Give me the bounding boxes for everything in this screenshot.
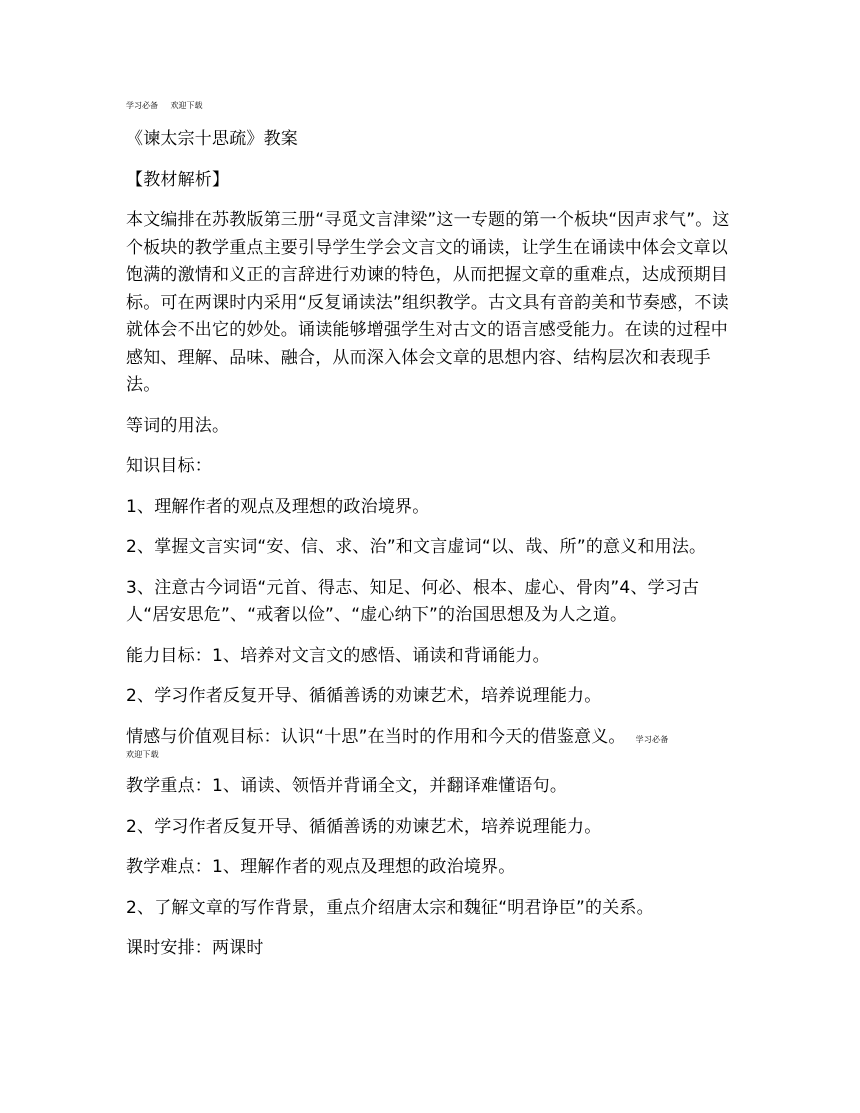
difficulty-1: 教学难点：1、理解作者的观点及理想的政治境界。 (126, 857, 516, 877)
difficulty-2: 2、了解文章的写作背景，重点介绍唐太宗和魏征“明君诤臣”的关系。 (126, 897, 654, 918)
ability-item-1: 能力目标：1、培养对文言文的感悟、诵读和背诵能力。 (126, 645, 550, 666)
knowledge-item-1: 1、理解作者的观点及理想的政治境界。 (126, 496, 430, 517)
header-note-right: 欢迎下载 (170, 101, 203, 110)
emotion-text: 情感与价值观目标：认识“十思”在当时的作用和今天的借鉴意义。 (126, 726, 626, 747)
ability-item-2: 2、学习作者反复开导、循循善诱的劝谏艺术，培养说理能力。 (126, 686, 602, 706)
inline-note-2: 欢迎下载 (126, 750, 159, 759)
section-heading: 【教材解析】 (126, 169, 230, 190)
usage-line: 等词的用法。 (126, 415, 230, 436)
knowledge-item-3: 3、注意古今词语“元首、得志、知足、何必、根本、虚心、骨肉”4、学习古人“居安思危”、“戒奢以俭”、“虚心纳下”的治国思想及为人之道。 (126, 577, 700, 625)
emotion-paragraph (126, 724, 734, 762)
inline-note-1: 学习必备 (635, 734, 669, 744)
knowledge-item-2: 2、掌握文言实词“安、信、求、治”和文言虚词“以、哉、所”的意义和用法。 (126, 537, 707, 557)
schedule-line: 课时安排：两课时 (126, 938, 264, 958)
knowledge-heading: 知识目标： (126, 456, 212, 476)
document-title: 《谏太宗十思疏》教案 (126, 129, 298, 149)
page-header-note (126, 100, 734, 112)
key-point-2: 2、学习作者反复开导、循循善诱的劝谏艺术，培养说理能力。 (126, 816, 602, 837)
header-note-left: 学习必备 (126, 101, 158, 110)
key-point-1: 教学重点：1、诵读、领悟并背诵全文，并翻译难懂语句。 (126, 776, 568, 796)
intro-paragraph: 本文编排在苏教版第三册“寻觅文言津梁”这一专题的第一个板块“因声求气”。这个板块的教学重点主要引导学生学会文言文的诵读，让学生在诵读中体会文章以饱满的激情和义正的言辞进行劝谏的特色，从而把握文章的重难点，达成预期目标。可在两课时内采用“反复诵读法”组织教学。古文具有音韵美和节奏感，不读就体会不出它的妙处。诵读能够增强学生对古文的语言感受能力。在读的过程中感知、理解、品味、融合，从而深入体会文章的思想内容、结构层次和表现手法。 (126, 210, 730, 395)
